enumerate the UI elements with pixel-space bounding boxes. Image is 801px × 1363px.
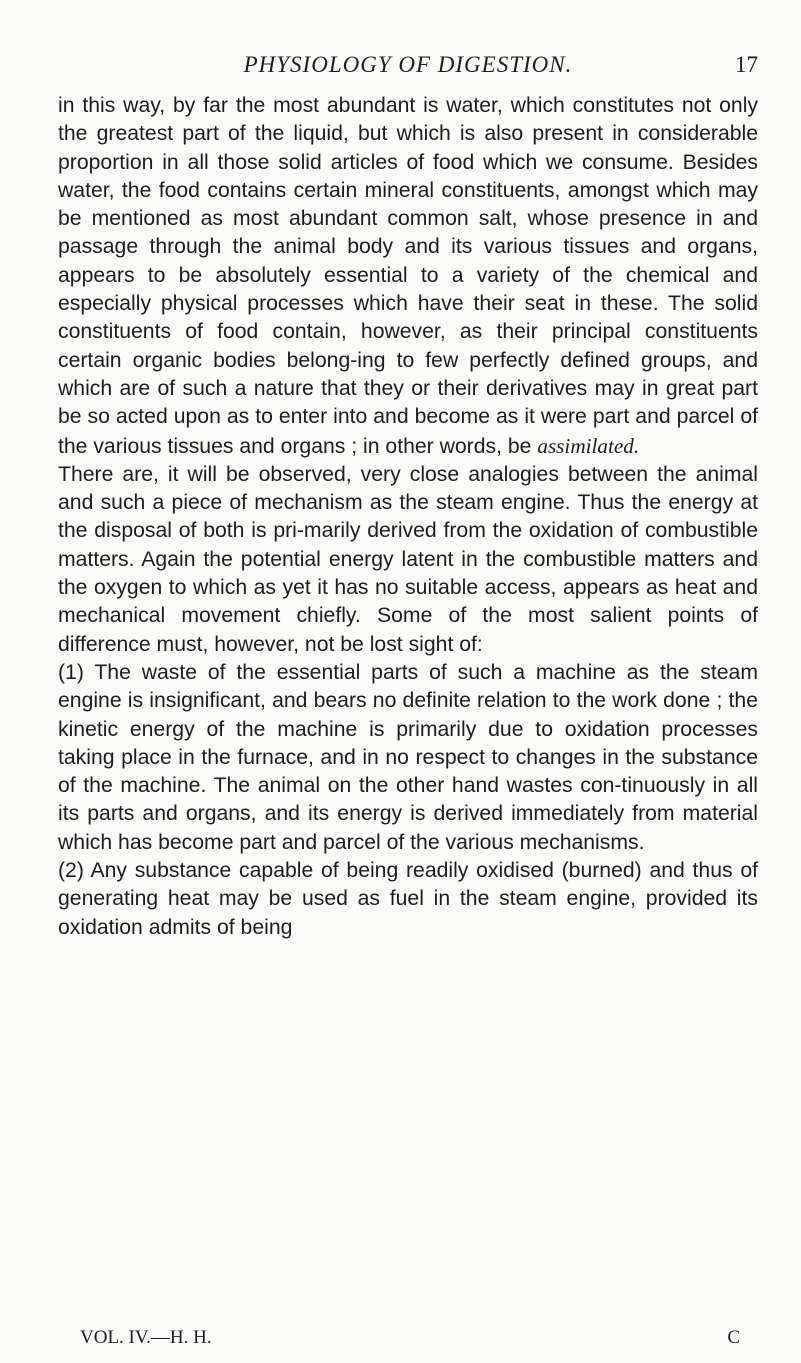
paragraph-1-italic: assimilated. bbox=[537, 433, 640, 458]
paragraph-4: (2) Any substance capable of being readily oxidised (burned) and thus of generating heat may be used as fuel in the steam engine, provided its oxidation admits of being bbox=[58, 859, 758, 939]
signature-mark: C bbox=[727, 1327, 740, 1348]
paragraph-1 bbox=[58, 92, 758, 461]
signature-line: VOL. IV.—H. H. bbox=[80, 1327, 212, 1348]
running-head bbox=[58, 52, 758, 86]
running-title: PHYSIOLOGY OF DIGESTION. bbox=[243, 52, 573, 77]
paragraph-3: (1) The waste of the essential parts of such a machine as the steam engine is insignificant, and bears no definite relation to the work done ; the kinetic energy of the machine is primarily due to oxidation processes taking place in the furnace, and in no respect to changes in the substance of the machine. The animal on the other hand wastes con-tinuously in all its parts and organs, and its energy is derived immediately from material which has become part and parcel of the various mechanisms. bbox=[58, 660, 758, 854]
paragraph-2: There are, it will be observed, very close analogies between the animal and such a piece of mechanism as the steam engine. Thus the energy at the disposal of both is pri-marily derived from the oxidation of combustible matters. Again the potential energy latent in the combustible matters and the oxygen to which as yet it has no suitable access, appears as heat and mechanical movement chiefly. Some of the most salient points of difference must, however, not be lost sight of: bbox=[58, 462, 758, 656]
footer bbox=[80, 1327, 740, 1355]
body-text bbox=[58, 92, 758, 942]
page-number: 17 bbox=[735, 52, 758, 77]
paragraph-1-text: in this way, by far the most abundant is water, which constitutes not only the greatest part of the liquid, but which is also present in considerable proportion in all those solid articles of food which we consume. Besides water, the food contains certain mineral constituents, amongst which may be mentioned as most abundant common salt, whose presence in and passage through the animal body and its various tissues and organs, appears to be absolutely essential to a variety of the chemical and especially physical processes which have their seat in these. The solid constituents of food contain, however, as their principal constituents certain organic bodies belong-ing to few perfectly defined groups, and which are of such a nature that they or their derivatives may in great part be so acted upon as to enter into and become as it were part and parcel of the various tissues and organs ; in other words, be bbox=[58, 94, 758, 458]
